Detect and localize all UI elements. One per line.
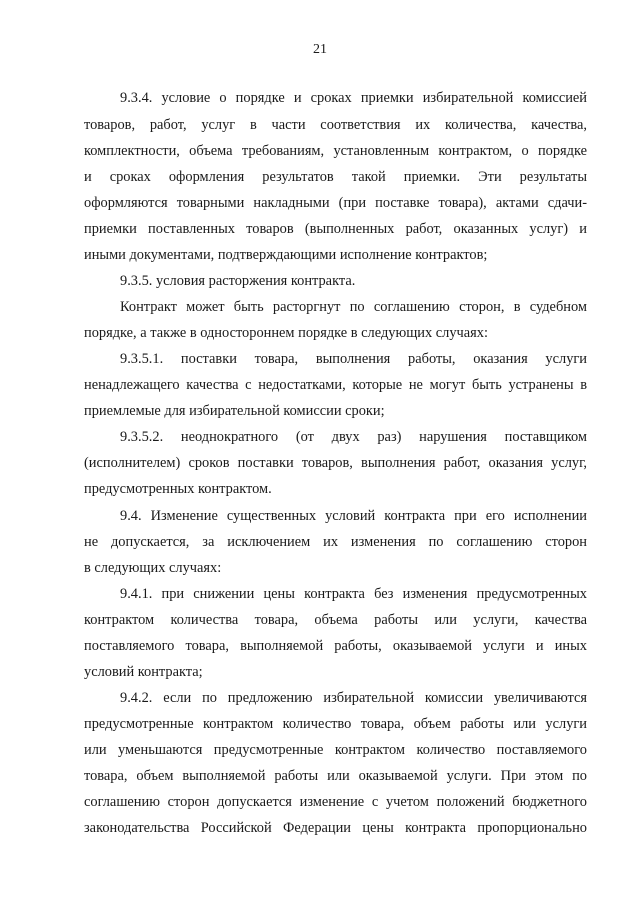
text-line: оформляются товарными накладными (при поставке товара), актами сдачи-	[84, 195, 587, 211]
text-line: 9.3.4. условие о порядке и сроках приемки избирательной комиссией	[120, 90, 587, 106]
text-line: (исполнителем) сроков поставки товаров, выполнения работ, оказания услуг,	[84, 455, 587, 471]
text-line: иными документами, подтверждающими исполнение контрактов;	[84, 247, 488, 263]
text-line: товаров, работ, услуг в части соответствия их количества, качества,	[84, 117, 587, 133]
page-number: 21	[313, 42, 327, 57]
text-line: условий контракта;	[84, 664, 203, 680]
text-line: приемлемые для избирательной комиссии сроки;	[84, 403, 385, 419]
text-line: или уменьшаются предусмотренные контрактом количество поставляемого	[84, 742, 587, 758]
text-line: 9.3.5. условия расторжения контракта.	[120, 273, 356, 289]
text-line: товара, объем выполняемой работы или оказываемой услуги. При этом по	[84, 768, 587, 784]
text-line: комплектности, объема требованиям, установленным контрактом, о порядке	[84, 143, 587, 159]
text-line: не допускается, за исключением их изменения по соглашению сторон	[84, 534, 587, 550]
text-line: предусмотренных контрактом.	[84, 481, 272, 497]
text-line: поставляемого товара, выполняемой работы, оказываемой услуги и иных	[84, 638, 587, 654]
text-line: Контракт может быть расторгнут по соглашению сторон, в судебном	[120, 299, 587, 315]
text-line: контрактом количества товара, объема работы или услуги, качества	[84, 612, 587, 628]
text-line: 9.3.5.2. неоднократного (от двух раз) нарушения поставщиком	[120, 429, 587, 445]
text-line: порядке, а также в одностороннем порядке в следующих случаях:	[84, 325, 488, 341]
text-line: 9.4.1. при снижении цены контракта без изменения предусмотренных	[120, 586, 587, 602]
text-line: в следующих случаях:	[84, 560, 222, 576]
text-line: приемки поставленных товаров (выполненных работ, оказанных услуг) и	[84, 221, 587, 237]
text-line: 9.4. Изменение существенных условий контракта при его исполнении	[120, 508, 587, 524]
text-line: 9.4.2. если по предложению избирательной комиссии увеличиваются	[120, 690, 587, 706]
text-line: соглашению сторон допускается изменение с учетом положений бюджетного	[84, 794, 587, 810]
text-line: предусмотренные контрактом количество товара, объем работы или услуги	[84, 716, 587, 732]
text-line: 9.3.5.1. поставки товара, выполнения работы, оказания услуги	[120, 351, 587, 367]
text-line: законодательства Российской Федерации цены контракта пропорционально	[84, 820, 587, 836]
text-line: и сроках оформления результатов такой приемки. Эти результаты	[84, 169, 587, 185]
text-line: ненадлежащего качества с недостатками, которые не могут быть устранены в	[84, 377, 587, 393]
